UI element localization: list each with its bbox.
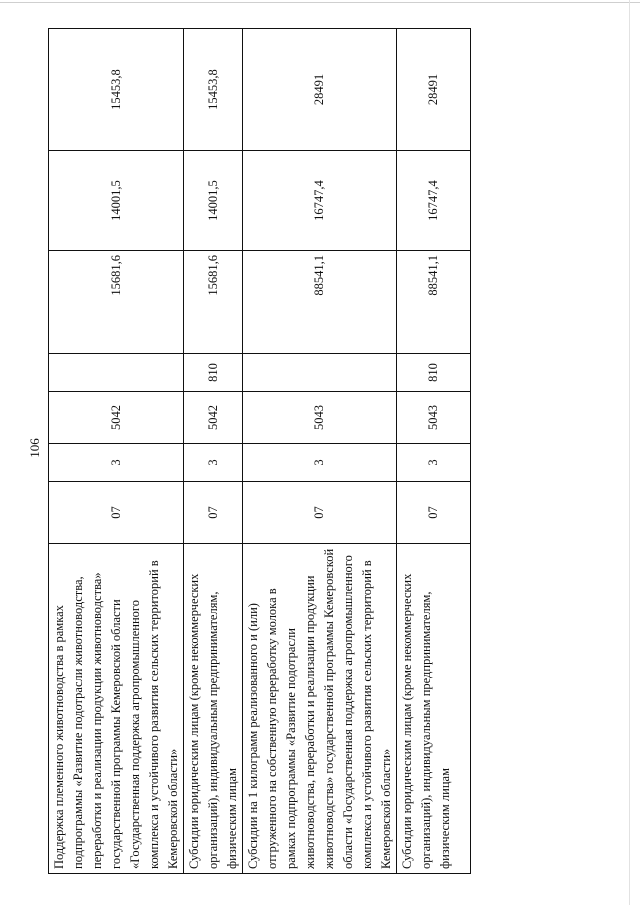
subsection-code-cell: 3 [49, 444, 184, 482]
subsection-code-cell: 3 [397, 444, 471, 482]
amount-2-cell: 16747,4 [243, 151, 397, 251]
expense-kind-cell [49, 354, 184, 392]
budget-table [48, 28, 471, 874]
section-code-cell: 07 [243, 482, 397, 544]
table-row [49, 29, 184, 874]
expense-kind-cell [243, 354, 397, 392]
subsection-code-cell: 3 [184, 444, 243, 482]
right-border-line [629, 0, 630, 905]
amount-1-cell: 15681,6 [184, 251, 243, 354]
amount-2-cell: 14001,5 [184, 151, 243, 251]
table-row [243, 29, 397, 874]
amount-3-cell: 28491 [397, 29, 471, 151]
amount-1-cell: 15681,6 [49, 251, 184, 354]
section-code-cell: 07 [49, 482, 184, 544]
table-row [184, 29, 243, 874]
target-code-cell: 5043 [397, 392, 471, 444]
page-number: 106 [27, 438, 42, 458]
budget-table-sheet [48, 29, 452, 874]
row-description: Субсидии юридическим лицам (кроме некоммерческих организаций), индивидуальным предпринимателям, физическим лицам [397, 544, 471, 874]
target-code-cell: 5042 [184, 392, 243, 444]
row-description: Субсидии юридическим лицам (кроме некоммерческих организаций), индивидуальным предпринимателям, физическим лицам [184, 544, 243, 874]
section-code-cell: 07 [397, 482, 471, 544]
row-description: Поддержка племенного животноводства в рамках подпрограммы «Развитие подотрасли животноводства, переработки и реализации продукции животноводства» государственной программы Кемеровской области «Государственная поддержка агропромышленного комплекса и устойчивого развития сельских территорий в Кемеровской области» [49, 544, 184, 874]
table-row [397, 29, 471, 874]
amount-3-cell: 15453,8 [184, 29, 243, 151]
amount-3-cell: 28491 [243, 29, 397, 151]
section-code-cell: 07 [184, 482, 243, 544]
amount-3-cell: 15453,8 [49, 29, 184, 151]
expense-kind-cell: 810 [184, 354, 243, 392]
expense-kind-cell: 810 [397, 354, 471, 392]
amount-1-cell: 88541,1 [243, 251, 397, 354]
amount-2-cell: 14001,5 [49, 151, 184, 251]
amount-1-cell: 88541,1 [397, 251, 471, 354]
target-code-cell: 5042 [49, 392, 184, 444]
subsection-code-cell: 3 [243, 444, 397, 482]
amount-2-cell: 16747,4 [397, 151, 471, 251]
target-code-cell: 5043 [243, 392, 397, 444]
top-border-line [0, 2, 640, 3]
row-description: Субсидии на 1 килограмм реализованного и (или) отгруженного на собственную переработку молока в рамках подпрограммы «Развитие подотрасли животноводства, переработки и реализации продукции животноводства» государственной программы Кемеровской области «Государственная поддержка агропромышленного комплекса и устойчивого развития сельских территорий в Кемеровской области» [243, 544, 397, 874]
